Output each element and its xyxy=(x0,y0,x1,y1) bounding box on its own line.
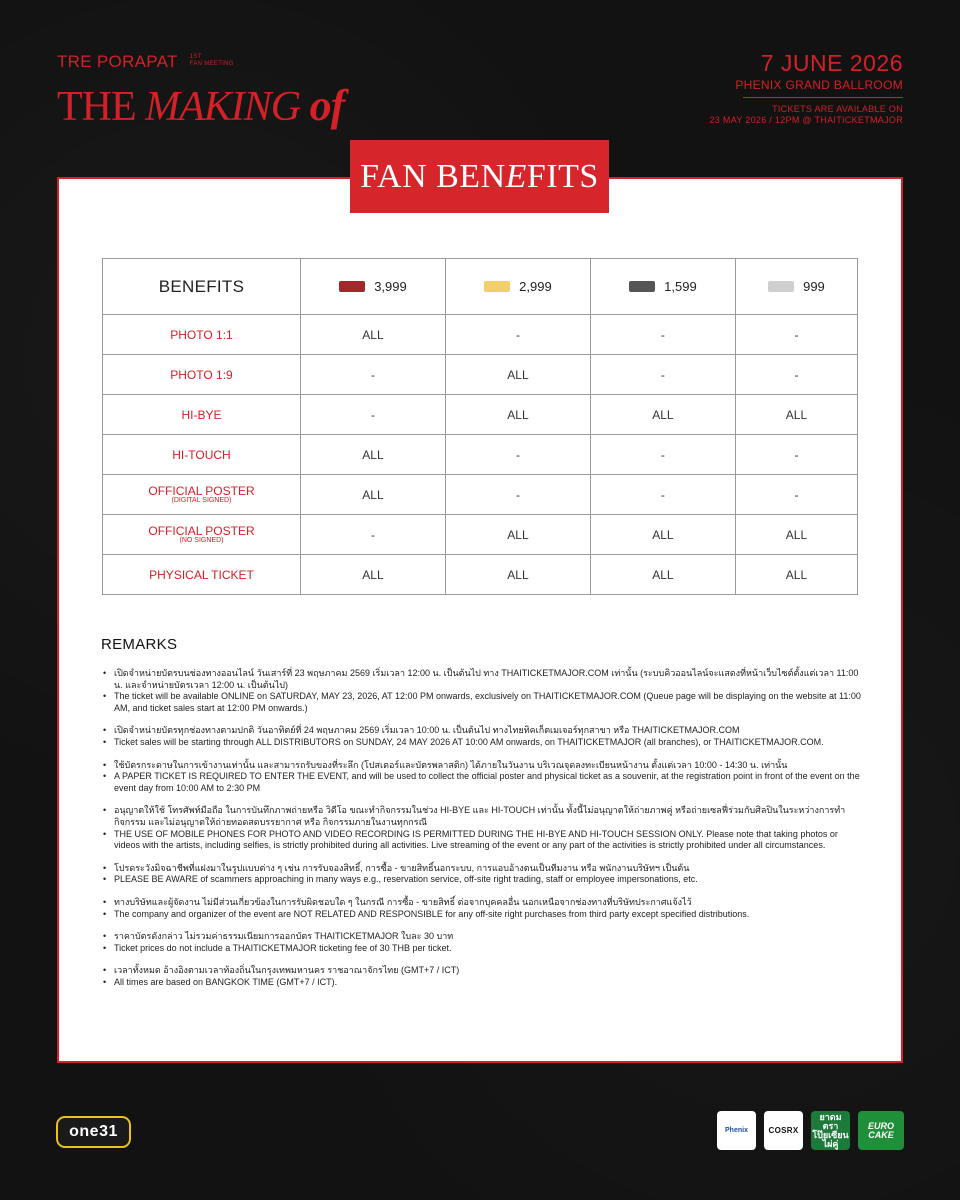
table-row xyxy=(103,435,858,475)
remark-item: • ใช้บัตรกระดาษในการเข้างานเท่านั้น และสามารถรับของที่ระลึก (โปสเตอร์และบัตรพลาสติก) ได้ภายในวันงาน บริเวณจุดลงทะเบียนหน้างาน ตั้งแต่เวลา 10:00 - 14:30 น. เท่านั้น xyxy=(114,760,861,772)
remark-item: • Ticket sales will be starting through ALL DISTRIBUTORS on SUNDAY, 24 MAY 2026 AT 10:00 AM onwards, on THAITICKETMAJOR (all branches), or THAITICKETMAJOR.COM. xyxy=(114,737,861,749)
benefits-header: BENEFITS xyxy=(103,259,301,315)
benefit-label: PHOTO 1:1 xyxy=(103,315,301,355)
remark-group xyxy=(101,931,861,954)
tier-header: 999 xyxy=(735,259,857,315)
remark-item: • ทางบริษัทและผู้จัดงาน ไม่มีส่วนเกี่ยวข้องในการรับผิดชอบใด ๆ ในกรณี การซื้อ - ขายสิทธิ์ ต่อจากบุคคลอื่น นอกเหนือจากช่องทางที่บริษัทประกาศแจ้งไว้ xyxy=(114,897,861,909)
benefit-label: OFFICIAL POSTER (NO SIGNED) xyxy=(103,515,301,555)
tier-swatch-icon xyxy=(629,281,655,292)
table-cell: ALL xyxy=(445,555,590,595)
table-cell: ALL xyxy=(735,515,857,555)
tier-header: 1,599 xyxy=(590,259,735,315)
benefit-label: HI-TOUCH xyxy=(103,435,301,475)
remark-item: • อนุญาตให้ใช้ โทรศัพท์มือถือ ในการบันทึกภาพถ่ายหรือ วิดีโอ ขณะทำกิจกรรมในช่วง HI-BYE และ HI-TOUCH เท่านั้น ทั้งนี้ไม่อนุญาตให้ถ่ายภาพคู่ หรือถ่ายเซลฟี่ร่วมกับศิลปินในระหว่างการทำกิจกรรม และไม่อนุญาตให้ถ่ายทอดสดบรรยากาศ หรือ กิจกรรมภายในงานทุกกรณี xyxy=(114,805,861,828)
remark-group xyxy=(101,668,861,714)
remark-item: • โปรดระวังมิจฉาชีพที่แฝงมาในรูปแบบต่าง ๆ เช่น การรับจองสิทธิ์, การซื้อ - ขายสิทธิ์นอกระบบ, การแอบอ้างตนเป็นทีมงาน หรือ พนักงานบริษัทฯ เป็นต้น xyxy=(114,863,861,875)
table-cell: - xyxy=(735,315,857,355)
artist-header xyxy=(57,52,234,72)
remark-item: • THE USE OF MOBILE PHONES FOR PHOTO AND VIDEO RECORDING IS PERMITTED DURING THE HI-BYE AND HI-TOUCH SESSION ONLY. Please note that taking photos or videos with the artists, including selfies, is strictly prohibited during all activities. Live streaming of the event or any part of the activities is strictly prohibited under all circumstances. xyxy=(114,829,861,852)
table-row xyxy=(103,555,858,595)
fanmeeting-tag: 1ST FAN MEETING xyxy=(189,54,234,67)
one31-logo: one31 xyxy=(56,1116,131,1148)
benefit-label: OFFICIAL POSTER (DIGITAL SIGNED) xyxy=(103,475,301,515)
fan-benefits-banner: FAN BEN E FITS xyxy=(350,140,609,213)
table-cell: - xyxy=(301,355,446,395)
table-cell: ALL xyxy=(735,395,857,435)
remarks-list xyxy=(101,668,861,999)
tier-header: 2,999 xyxy=(445,259,590,315)
remark-item: • เปิดจำหน่ายบัตรทุกช่องทางตามปกติ วันอาทิตย์ที่ 24 พฤษภาคม 2569 เริ่มเวลา 10:00 น. เป็นต้นไป ทางไทยทิคเก็ตเมเจอร์ทุกสาขา หรือ THAITICKETMAJOR.COM xyxy=(114,725,861,737)
event-date: 7 JUNE 2026 xyxy=(760,50,903,76)
table-row xyxy=(103,315,858,355)
table-cell: ALL xyxy=(301,435,446,475)
table-row xyxy=(103,515,858,555)
table-cell: - xyxy=(590,475,735,515)
benefit-label: PHOTO 1:9 xyxy=(103,355,301,395)
remark-item: • The ticket will be available ONLINE on SATURDAY, MAY 23, 2026, AT 12:00 PM onwards, exclusively on THAITICKETMAJOR.COM (Queue page will be displaying on the website at 11:00 AM, and ticket sales start at 12:00 PM onwards.) xyxy=(114,691,861,714)
table-cell: - xyxy=(301,515,446,555)
table-cell: - xyxy=(301,395,446,435)
table-cell: ALL xyxy=(445,515,590,555)
table-cell: - xyxy=(445,435,590,475)
table-cell: ALL xyxy=(445,395,590,435)
table-cell: - xyxy=(735,475,857,515)
remark-group xyxy=(101,805,861,851)
table-row xyxy=(103,395,858,435)
table-cell: - xyxy=(445,315,590,355)
table-cell: - xyxy=(735,435,857,475)
table-cell: - xyxy=(735,355,857,395)
yadom-logo: ยาดม ตรา โป๊ยเซียน ไผ่คู่ xyxy=(812,1111,849,1149)
remark-group xyxy=(101,760,861,795)
remark-item: • เวลาทั้งหมด อ้างอิงตามเวลาท้องถิ่นในกรุงเทพมหานคร ราชอาณาจักรไทย (GMT+7 / ICT) xyxy=(114,965,861,977)
table-row xyxy=(103,355,858,395)
remark-group xyxy=(101,863,861,886)
tier-swatch-icon xyxy=(339,281,365,292)
event-venue: PHENIX GRAND BALLROOM xyxy=(735,78,903,92)
table-cell: ALL xyxy=(301,315,446,355)
tier-header: 3,999 xyxy=(301,259,446,315)
table-cell: - xyxy=(590,435,735,475)
phenix-logo: Phenix xyxy=(717,1111,756,1150)
table-cell: - xyxy=(590,315,735,355)
benefits-table xyxy=(102,258,858,595)
remark-item: • Ticket prices do not include a THAITICKETMAJOR ticketing fee of 30 THB per ticket. xyxy=(114,943,861,955)
remark-item: • PLEASE BE AWARE of scammers approaching in many ways e.g., reservation service, off-site right trading, staff or employee impersonations, etc. xyxy=(114,874,861,886)
table-cell: ALL xyxy=(735,555,857,595)
tier-swatch-icon xyxy=(768,281,794,292)
table-cell: ALL xyxy=(301,475,446,515)
benefit-label: PHYSICAL TICKET xyxy=(103,555,301,595)
table-header-row xyxy=(103,259,858,315)
remarks-title: REMARKS xyxy=(101,636,178,653)
remark-item: • เปิดจำหน่ายบัตรบนช่องทางออนไลน์ วันเสาร์ที่ 23 พฤษภาคม 2569 เริ่มเวลา 12:00 น. เป็นต้นไป ทาง THAITICKETMAJOR.COM เท่านั้น (ระบบคิวออนไลน์จะแสดงที่หน้าเว็บไซต์ตั้งแต่เวลา 11:00 น. และจำหน่ายบัตรเวลา 12:00 น. เป็นต้นไป) xyxy=(114,668,861,691)
table-cell: ALL xyxy=(590,555,735,595)
table-cell: - xyxy=(445,475,590,515)
ticket-availability: TICKETS ARE AVAILABLE ON 23 MAY 2026 / 12PM @ THAITICKETMAJOR xyxy=(709,104,903,125)
remark-group xyxy=(101,725,861,748)
remark-group xyxy=(101,897,861,920)
artist-name: TRE PORAPAT xyxy=(57,52,178,71)
table-cell: ALL xyxy=(590,515,735,555)
event-title-logo: THE MAKING of xyxy=(57,81,345,130)
table-row xyxy=(103,475,858,515)
table-cell: ALL xyxy=(590,395,735,435)
sponsor-logos xyxy=(717,1111,904,1150)
remark-item: • A PAPER TICKET IS REQUIRED TO ENTER THE EVENT, and will be used to collect the official poster and physical ticket as a souvenir, at the registration point in front of the event on the event day from 10:00 AM to 2:30 PM xyxy=(114,771,861,794)
remark-item: • All times are based on BANGKOK TIME (GMT+7 / ICT). xyxy=(114,977,861,989)
tier-swatch-icon xyxy=(484,281,510,292)
cosrx-logo: COSRX xyxy=(764,1111,803,1150)
table-cell: ALL xyxy=(301,555,446,595)
remark-item: • ราคาบัตรดังกล่าว ไม่รวมค่าธรรมเนียมการออกบัตร THAITICKETMAJOR ใบละ 30 บาท xyxy=(114,931,861,943)
table-cell: ALL xyxy=(445,355,590,395)
eurocake-logo: EURO CAKE xyxy=(858,1111,904,1150)
event-info xyxy=(710,50,904,126)
table-cell: - xyxy=(590,355,735,395)
remark-group xyxy=(101,965,861,988)
benefit-label: HI-BYE xyxy=(103,395,301,435)
remark-item: • The company and organizer of the event are NOT RELATED AND RESPONSIBLE for any off-site right purchases from third party except specified distributions. xyxy=(114,909,861,921)
divider xyxy=(743,97,903,98)
